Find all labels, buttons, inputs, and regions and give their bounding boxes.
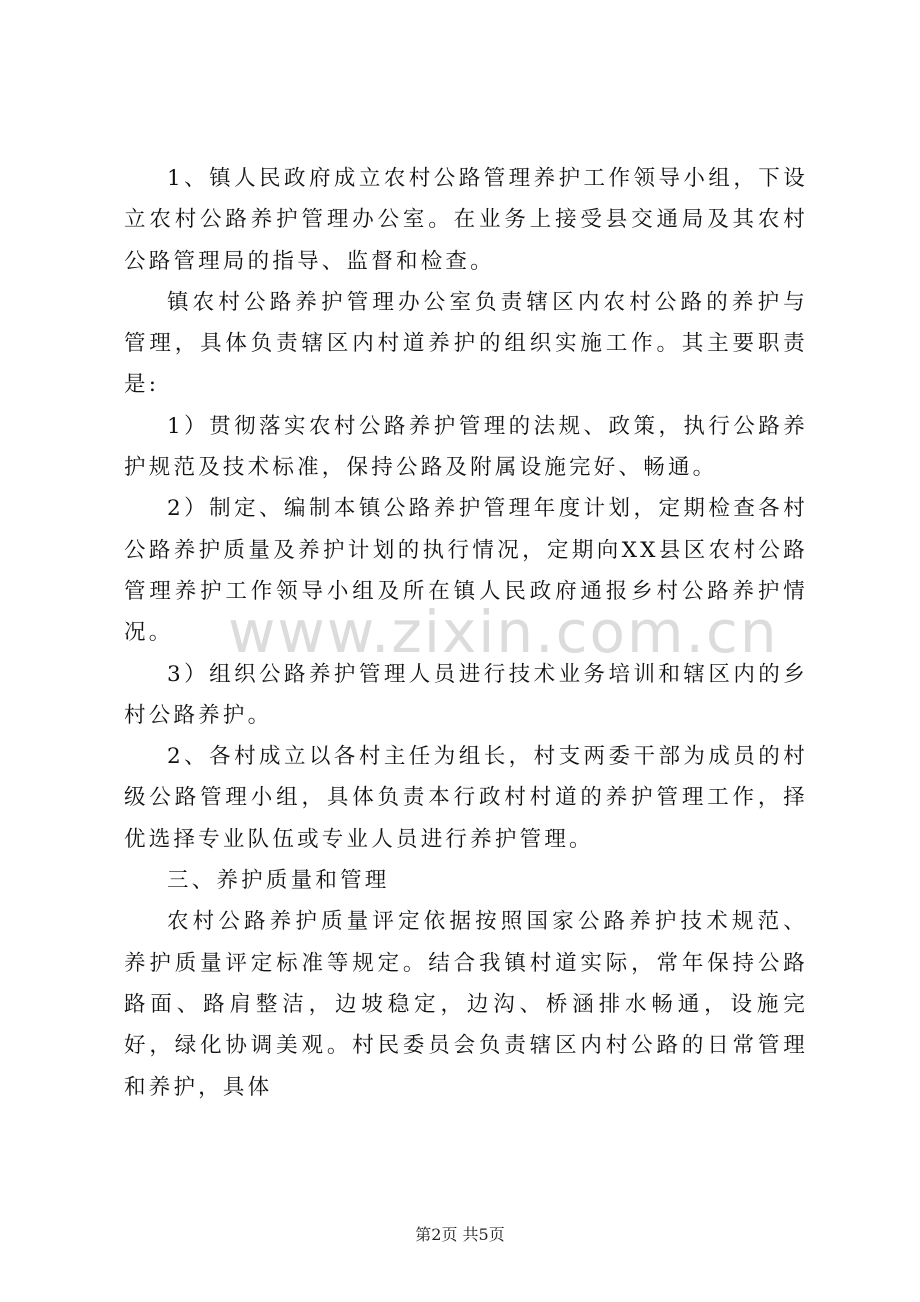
paragraph-6: 2、各村成立以各村主任为组长，村支两委干部为成员的村级公路管理小组，具体负责本行政村村道的养护管理工作，择优选择专业队伍或专业人员进行养护管理。	[124, 744, 808, 852]
section-heading: 三、养护质量和管理	[167, 868, 390, 894]
paragraph-3: 1）贯彻落实农村公路养护管理的法规、政策，执行公路养护规范及技术标准，保持公路及附属设施完好、畅通。	[124, 413, 808, 481]
paragraph-1: 1、镇人民政府成立农村公路管理养护工作领导小组，下设立农村公路养护管理办公室。在业务上接受县交通局及其农村公路管理局的指导、监督和检查。	[124, 166, 808, 274]
page-footer: 第2页 共5页	[415, 1225, 505, 1244]
paragraph-4: 2）制定、编制本镇公路养护管理年度计划，定期检查各村公路养护质量及养护计划的执行情况，定期向XX县区农村公路管理养护工作领导小组及所在镇人民政府通报乡村公路养护情况。	[124, 496, 808, 646]
watermark: www.zixin.com.cn	[228, 598, 779, 666]
document-body	[124, 158, 808, 1108]
paragraph-5: 3）组织公路养护管理人员进行技术业务培训和辖区内的乡村公路养护。	[124, 661, 808, 728]
paragraph-7: 农村公路养护质量评定依据按照国家公路养护技术规范、养护质量评定标准等规定。结合我镇村道实际，常年保持公路路面、路肩整洁，边坡稳定，边沟、桥涵排水畅通，设施完好，绿化协调美观。村民委员会负责辖区内村公路的日常管理和养护，具体	[124, 909, 808, 1100]
paragraph-2: 镇农村公路养护管理办公室负责辖区内农村公路的养护与管理，具体负责辖区内村道养护的组织实施工作。其主要职责是:	[124, 289, 808, 398]
